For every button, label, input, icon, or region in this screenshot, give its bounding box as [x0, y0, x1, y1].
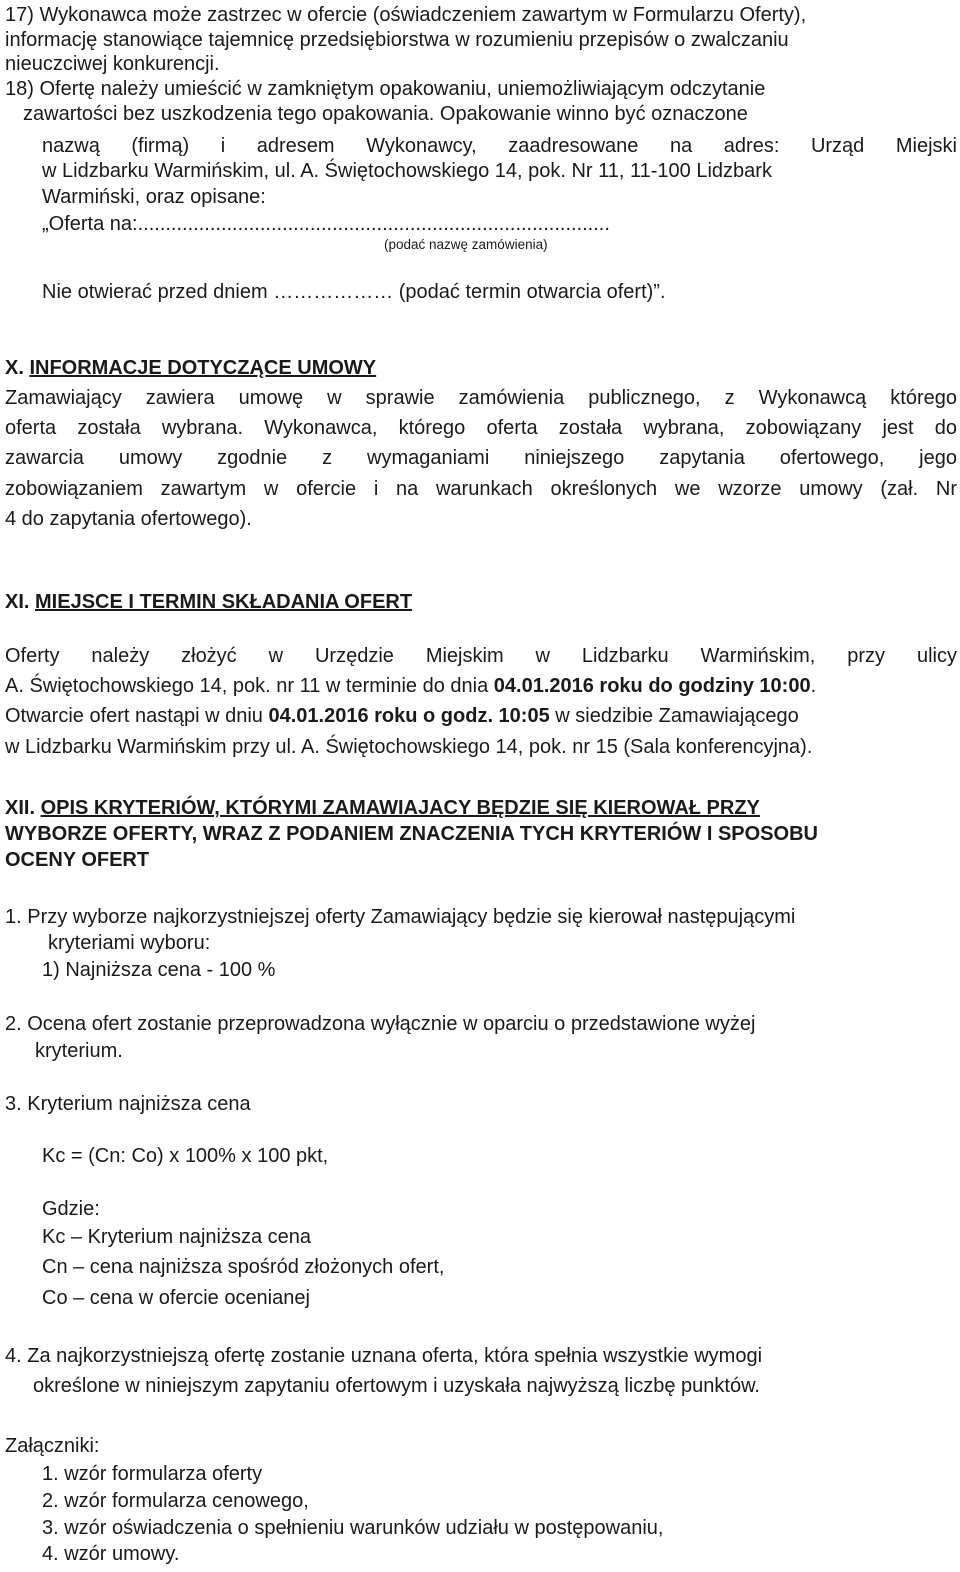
xii-p4-line2: określone w niniejszym zapytaniu ofertowym i uzyskała najwyższą liczbę punktów.: [33, 1375, 760, 1397]
nie-otwierac-line: Nie otwierać przed dniem ……………… (podać termin otwarcia ofert)”.: [42, 281, 666, 303]
section-xii-title-1: OPIS KRYTERIÓW, KTÓRYMI ZAMAWIAJACY BĘDZIE SIĘ KIEROWAŁ PRZY: [40, 797, 760, 819]
xii-p3: 3. Kryterium najniższa cena: [5, 1093, 251, 1115]
section-x-line5: 4 do zapytania ofertowego).: [5, 508, 252, 530]
section-x-line1: [5, 385, 957, 411]
section-xi-line2-c: .: [810, 675, 817, 697]
attachment-item: 3. wzór oświadczenia o spełnieniu warunków udziału w postępowaniu,: [42, 1517, 664, 1539]
xii-p1-line2: kryteriami wyboru:: [48, 932, 211, 954]
section-x-line2: [5, 415, 957, 441]
section-x-number: X.: [5, 357, 24, 379]
item18-line4: w Lidzbarku Warmińskim, ul. A. Świętochowskiego 14, pok. Nr 11, 11-100 Lidzbark: [42, 160, 772, 182]
item18-line3: [42, 133, 957, 159]
item17-line2: informację stanowiące tajemnicę przedsiębiorstwa w rozumieniu przepisów o zwalczaniu: [5, 29, 789, 51]
section-xii-title-2: WYBORZE OFERTY, WRAZ Z PODANIEM ZNACZENIA TYCH KRYTERIÓW I SPOSOBU: [5, 823, 818, 845]
xii-p1-line1: 1. Przy wyborze najkorzystniejszej oferty Zamawiający będzie się kierował następującymi: [5, 906, 796, 928]
attachments-label: Załączniki:: [5, 1435, 100, 1457]
section-xi-title: MIEJSCE I TERMIN SKŁADANIA OFERT: [35, 591, 413, 613]
def-co: Co – cena w ofercie ocenianej: [42, 1287, 310, 1309]
item18-line1: 18) Ofertę należy umieścić w zamkniętym opakowaniu, uniemożliwiającym odczytanie: [5, 78, 766, 100]
item18-line5: Warmiński, oraz opisane:: [42, 186, 266, 208]
xii-p1-line3: 1) Najniższa cena - 100 %: [42, 959, 276, 981]
formula: Kc = (Cn: Co) x 100% x 100 pkt,: [42, 1145, 329, 1167]
item17-line1: 17) Wykonawca może zastrzec w ofercie (oświadczeniem zawartym w Formularzu Oferty),: [5, 4, 807, 26]
section-xi-line3-a: Otwarcie ofert nastąpi w dniu: [5, 705, 269, 727]
attachment-item: 4. wzór umowy.: [42, 1543, 180, 1565]
section-xi-line2-a: A. Świętochowskiego 14, pok. nr 11 w terminie do dnia: [5, 675, 494, 697]
section-xi-number: XI.: [5, 591, 30, 613]
def-cn: Cn – cena najniższa spośród złożonych ofert,: [42, 1256, 445, 1278]
section-xi-line2: [5, 673, 816, 699]
attachment-item: 2. wzór formularza cenowego,: [42, 1490, 309, 1512]
item17-line3: nieuczciwej konkurencji.: [5, 53, 220, 75]
section-x-line4-text: zobowiązaniem zawartym w ofercie i na warunkach określonych we wzorze umowy (zał. Nr: [5, 478, 957, 500]
section-xi-line4: w Lidzbarku Warmińskim przy ul. A. Świętochowskiego 14, pok. nr 15 (Sala konferencyjna).: [5, 736, 813, 758]
item18-line2: zawartości bez uszkodzenia tego opakowania. Opakowanie winno być oznaczone: [23, 103, 748, 125]
section-x-line3-text: zawarcia umowy zgodnie z wymaganiami niniejszego zapytania ofertowego, jego: [5, 447, 957, 469]
section-xi-line3-c: w siedzibie Zamawiającego: [549, 705, 799, 727]
section-xi-heading: [5, 589, 412, 615]
section-x-line2-text: oferta została wybrana. Wykonawca, którego oferta została wybrana, zobowiązany jest do: [5, 417, 957, 439]
section-x-heading: [5, 355, 376, 381]
def-kc: Kc – Kryterium najniższa cena: [42, 1226, 312, 1248]
section-x-line3: [5, 445, 957, 471]
section-xi-line1: [5, 643, 957, 669]
xii-p2-line2: kryterium.: [35, 1040, 123, 1062]
section-x-title: INFORMACJE DOTYCZĄCE UMOWY: [29, 357, 377, 379]
oferta-na-hint: (podać nazwę zamówienia): [384, 237, 548, 252]
item18-line3-text: nazwą (firmą) i adresem Wykonawcy, zaadresowane na adres: Urząd Miejski: [42, 135, 957, 157]
oferta-na-line: „Oferta na:.....................................................................................: [42, 213, 610, 235]
gdzie-label: Gdzie:: [42, 1198, 100, 1220]
section-xi-line1-text: Oferty należy złożyć w Urzędzie Miejskim w Lidzbarku Warmińskim, przy ulicy: [5, 645, 957, 667]
section-xii-heading-line1: [5, 795, 760, 821]
section-xi-line3: [5, 703, 799, 729]
section-x-line1-text: Zamawiający zawiera umowę w sprawie zamówienia publicznego, z Wykonawcą którego: [5, 387, 957, 409]
xii-p2-line1: 2. Ocena ofert zostanie przeprowadzona wyłącznie w oparciu o przedstawione wyżej: [5, 1013, 756, 1035]
section-x-line4: [5, 476, 957, 502]
section-xii-title-3: OCENY OFERT: [5, 849, 150, 871]
opening-date: 04.01.2016 roku o godz. 10:05: [268, 705, 550, 727]
xii-p4-line1: 4. Za najkorzystniejszą ofertę zostanie uznana oferta, która spełnia wszystkie wymogi: [5, 1345, 763, 1367]
section-xii-number: XII.: [5, 797, 36, 819]
deadline-date: 04.01.2016 roku do godziny 10:00: [493, 675, 811, 697]
attachment-item: 1. wzór formularza oferty: [42, 1463, 263, 1485]
